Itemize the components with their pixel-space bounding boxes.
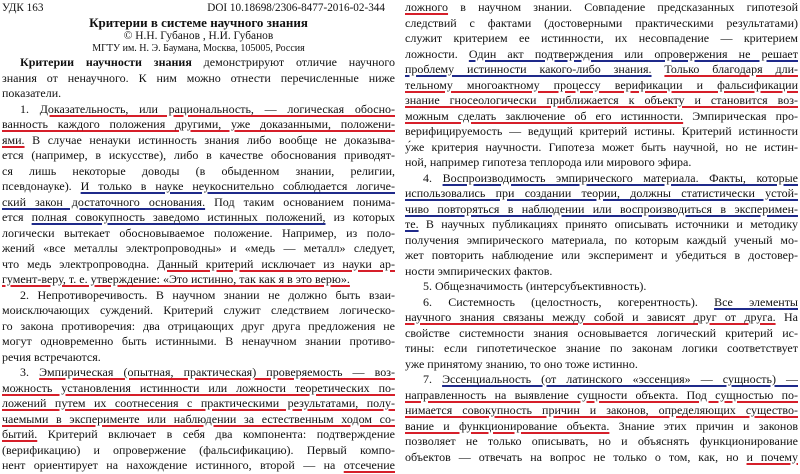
text-line — [405, 62, 798, 78]
text-line — [405, 264, 798, 280]
text-line — [405, 124, 798, 140]
text-span — [652, 62, 665, 76]
text-line — [405, 93, 798, 109]
text-line — [2, 412, 395, 428]
right-body-text — [405, 0, 798, 465]
blue-underline-highlight: полная совокупность заведомо истинных положений, — [31, 210, 326, 224]
text-span: свойстве системности знания основывается логический критерий ис- — [405, 325, 798, 340]
affiliation: МГТУ им. Н. Э. Баумана, Москва, 105005, Россия — [92, 43, 305, 54]
text-line — [405, 202, 798, 218]
text-span: моисключающих суждений. Критерий служит следствием логическо- — [2, 303, 395, 317]
text-span: Под таким основанием понима- — [205, 194, 395, 209]
red-underline-highlight: и почему — [746, 449, 798, 464]
text-span: В случае ненауки истинность знания либо вообще не доказыва- — [24, 132, 395, 147]
text-span: показатели. — [2, 86, 62, 100]
text-line — [405, 109, 798, 125]
red-underline-highlight: чаемыми в эксперименте или наблюдении за естественным ходом со- — [2, 411, 395, 426]
text-span: демонстрируют отличие научного — [191, 55, 395, 69]
text-span: 5. Общезначимость (интерсубъективность). — [423, 279, 647, 293]
text-line — [2, 148, 395, 164]
text-span: уже принятому знанию, то оно тоже истинно. — [405, 356, 638, 371]
red-underline-highlight: можным сделать заключение об его истинности. — [405, 108, 684, 123]
text-span: ности эмпирических фактов. — [405, 263, 553, 278]
text-span: речия встречаются. — [2, 349, 101, 364]
red-underline-highlight: Данный критерий исключает из науки ар- — [157, 256, 395, 271]
red-underline-highlight: отсечение — [343, 458, 395, 472]
article-title: Критерии в системе научного знания — [89, 15, 308, 30]
text-line — [405, 388, 798, 404]
text-span: ется (например, в искусстве), либо в качестве обоснования приводят- — [2, 148, 395, 162]
text-line — [405, 419, 798, 435]
text-line — [405, 450, 798, 466]
text-line — [405, 78, 798, 94]
blue-underline-highlight: Эссенциальность (от латинского «эссенция» — сущность) — — [442, 372, 798, 386]
text-span: (верификацию) и опровержение (фальсификацию). Первый компо- — [2, 442, 395, 457]
text-line — [405, 295, 798, 311]
text-span: Знание этих причин и законов — [609, 418, 798, 433]
red-underline-highlight: направленность на выявление сущности объекта. Под сущностью по- — [405, 387, 798, 402]
red-underline-highlight: тельному многоактному процессу верификации и фальсификации — [405, 77, 798, 92]
text-span: логически вытекает обосновываемое положение. Например, из поло- — [2, 225, 395, 240]
text-line — [2, 257, 395, 273]
text-span: 4. — [423, 170, 443, 185]
text-line — [2, 102, 395, 118]
text-line — [405, 155, 798, 171]
text-line — [2, 226, 395, 242]
text-line — [2, 365, 395, 381]
text-line — [405, 171, 798, 187]
text-line — [2, 86, 395, 102]
red-underline-highlight: можность установления истинности или ложности теоретических по- — [2, 380, 395, 395]
text-line — [2, 319, 395, 335]
text-line — [405, 31, 798, 47]
text-line — [405, 140, 798, 156]
text-span: 3. — [20, 365, 40, 379]
text-span: что медь электропроводна. — [2, 256, 158, 271]
red-underline-highlight: Только благодаря дли- — [664, 62, 798, 76]
blue-underline-highlight: ский закон достаточного основания. — [2, 194, 206, 209]
authors: © Н.Н. Губанов , Н.И. Губанов — [123, 30, 274, 42]
text-line — [405, 16, 798, 32]
text-line — [2, 303, 395, 319]
text-span: служит критерием ее истинности, их несовпадение — критерием — [405, 31, 798, 45]
text-line — [2, 396, 395, 412]
red-underline-highlight: ложений путем их соотнесения с практическими результатами, полу- — [2, 396, 395, 410]
text-line — [2, 117, 395, 133]
red-underline-highlight: ванность каждого положения другими, уже доказанными, положени- — [2, 117, 395, 131]
text-line — [405, 341, 798, 357]
text-span: могут одновременно быть истинными. В ненаучном знании противо- — [2, 334, 395, 348]
red-underline-highlight: ложного — [405, 0, 449, 14]
text-line — [405, 279, 798, 295]
text-span: верифицируемость — ведущий критерий истины. Критерий истинности — [405, 124, 798, 138]
text-line — [405, 326, 798, 342]
red-underline-highlight: вание и функционирование объекта. — [405, 418, 610, 433]
left-body-text — [2, 55, 395, 474]
left-column — [2, 0, 395, 474]
text-span: объектов — отвечать на вопрос не только о том, как, но — [405, 449, 747, 464]
text-line — [2, 55, 395, 71]
text-span: следствий с фактами (достоверными практическими результатами) — [405, 15, 798, 30]
right-column — [405, 0, 798, 465]
blue-underline-highlight: Воспроизводимость эмпирического материала. Факты, которые — [442, 170, 798, 185]
text-line — [405, 403, 798, 419]
text-span: нент ориентирует на нахождение истинного, второй — на — [2, 458, 344, 472]
text-line — [405, 434, 798, 450]
text-line — [2, 71, 395, 87]
text-span: 7. — [423, 372, 443, 386]
text-span: Эмпирическая про- — [683, 108, 798, 123]
text-line — [2, 210, 395, 226]
red-underline-highlight: нимается совокупность причин и законов, определяющих существо- — [405, 403, 798, 417]
blue-underline-highlight: И только в науке неукоснительно соблюдается логиче- — [80, 179, 395, 193]
text-span: тины: если гипотетическое знание по законам логики соответствует — [405, 341, 798, 355]
text-span: ется — [2, 210, 32, 224]
text-line — [405, 372, 798, 388]
text-span: ложности. — [405, 46, 469, 61]
red-underline-highlight: гумент-веру, т. е. утверждение: «Это истинно, так как я в это верю». — [2, 272, 350, 286]
text-span: 2. Непротиворечивость. В научном знании не должно быть взаи- — [20, 287, 395, 302]
text-span: позволяет не только описывать, но и объяснять функционирование — [405, 434, 798, 448]
blue-underline-highlight: использовались при создании теории, должны статистически устой- — [405, 186, 798, 200]
text-span: 1. — [20, 101, 40, 116]
text-line — [2, 288, 395, 304]
red-underline-highlight: бытий. — [2, 427, 38, 441]
blue-underline-highlight: те. — [405, 217, 419, 231]
text-span: ся лишь некоторые доводы (в обыденном знании, религии, — [2, 163, 395, 178]
text-line — [2, 350, 395, 366]
text-line — [2, 179, 395, 195]
text-span: ной, например гипотеза теплорода или мирового эфира. — [405, 155, 692, 169]
text-line — [2, 133, 395, 149]
red-underline-highlight: знание гносеологически приближается к объекту и становится воз- — [405, 93, 798, 107]
doi: DOI 10.18698/2306-8477-2016-02-344 — [207, 2, 385, 14]
text-line — [2, 443, 395, 459]
blue-underline-highlight: Все элементы — [714, 294, 798, 309]
text-line — [405, 217, 798, 233]
red-underline-highlight: научного знания связаны между собой и зависят друг от друга. — [405, 310, 776, 324]
text-line — [405, 248, 798, 264]
text-line — [2, 334, 395, 350]
header-row — [2, 0, 395, 15]
text-line — [2, 458, 395, 474]
text-span: На — [775, 310, 798, 324]
text-span: получения эмпирического материала, по которым каждый ученый мо- — [405, 232, 798, 247]
text-span: знания от ненаучного. К ним можно отнести перечисленные ниже — [2, 70, 395, 85]
text-line — [405, 310, 798, 326]
text-span: у́же критерия научности. Гипотеза может быть научной, но не истин- — [405, 139, 798, 154]
red-underline-highlight: ями. — [2, 132, 25, 147]
text-span: го закона противоречия: два отрицающих друг друга предложения не — [2, 318, 395, 333]
bold-term: Критерии научности знания — [20, 55, 192, 69]
text-line — [405, 47, 798, 63]
text-line — [405, 357, 798, 373]
red-underline-highlight: Эмпирическая (опытная, практическая) проверяемость — воз- — [39, 365, 395, 379]
text-line — [2, 164, 395, 180]
text-line — [2, 195, 395, 211]
text-span: жений «все металлы электропроводны» и «медь — металл» следует, — [2, 241, 395, 255]
text-line — [2, 381, 395, 397]
text-span: псевдонауке). — [2, 179, 81, 193]
text-line — [2, 241, 395, 257]
text-span: жет повторить наблюдение или эксперимент и убедиться в достовер- — [405, 248, 798, 262]
udk-code: УДК 163 — [2, 2, 44, 14]
text-span: из которых — [325, 210, 395, 224]
text-span: В научных публикациях принято описывать источники и методику — [418, 217, 798, 231]
blue-underline-highlight: чиво повторяться в наблюдении или воспроизводиться в эксперимен- — [405, 201, 798, 216]
blue-underline-highlight: Один акт подтверждения или опровержения не решает — [468, 46, 798, 61]
blue-underline-highlight: проблему истинности какого-либо знания. — [405, 62, 652, 76]
red-underline-highlight: Доказательность, или рациональность, — логическая обосно- — [39, 101, 395, 116]
text-span: 6. Системность (целостность, когерентность). — [423, 294, 715, 309]
text-line — [2, 272, 395, 288]
text-line — [405, 0, 798, 16]
text-line — [405, 233, 798, 249]
text-span: Критерий включает в себя два компонента: подтверждение — [37, 427, 395, 441]
text-line — [405, 186, 798, 202]
text-span: в научном знании. Совпадение предсказанных гипотезой — [448, 0, 798, 14]
text-line — [2, 427, 395, 443]
